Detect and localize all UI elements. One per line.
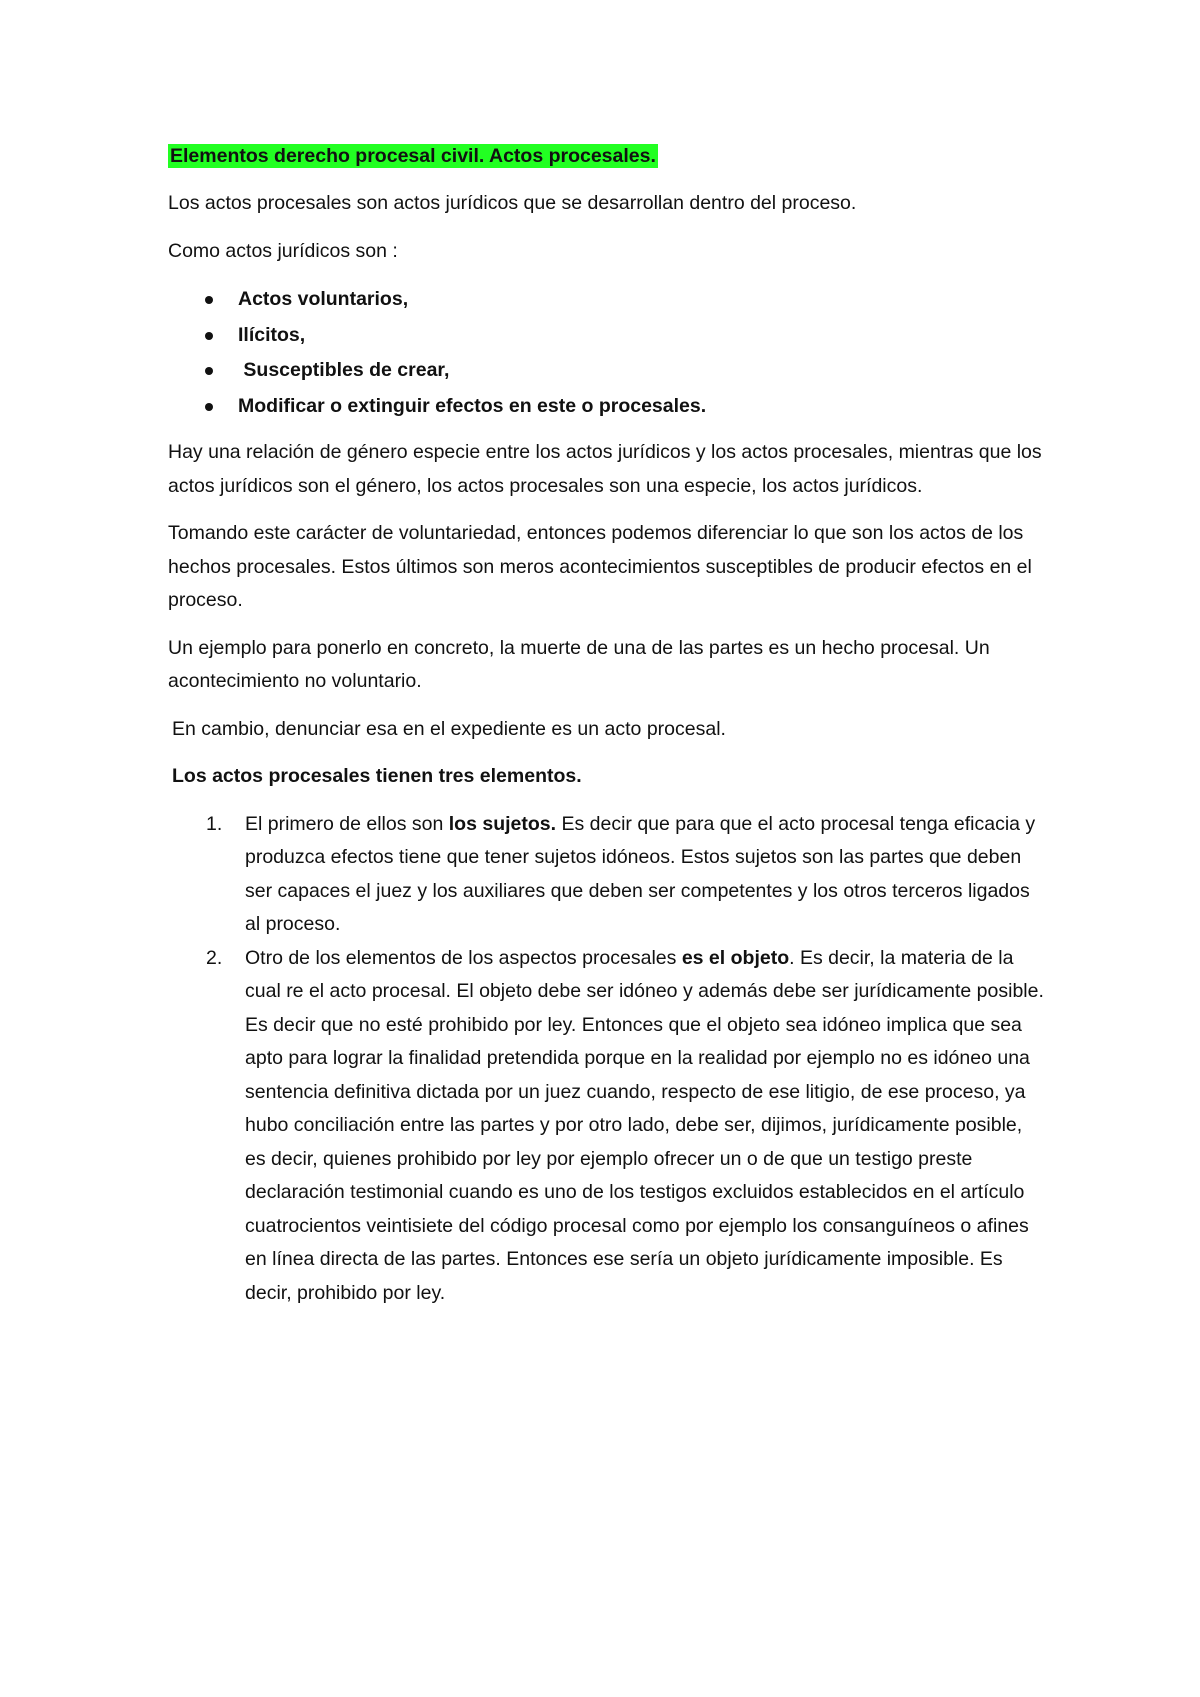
list-item [168, 318, 1048, 354]
list-item [168, 353, 1048, 389]
list-item-text-end: . Es decir, la materia de la cual re el acto procesal. El objeto debe ser idóneo y además debe ser jurídicamente posible. Es decir que no esté prohibido por ley. Entonces que el objeto sea idóneo implica que sea apto para lograr la finalidad pretendida porque en la realidad por ejemplo no es idóneo una sentencia definitiva dictada por un juez cuando, respecto de ese litigio, de ese proceso, ya hubo conciliación entre las partes y por otro lado, debe ser, dijimos, jurídicamente posible, es decir, quienes prohibido por ley por ejemplo ofrecer un o de que un testigo preste declaración testimonial cuando es uno de los testigos excluidos establecidos en el artículo cuatrocientos veintisiete del código procesal como por ejemplo los consanguíneos o afines en línea directa de las partes. Entonces ese sería un objeto jurídicamente imposible. Es decir, prohibido por ley. [245, 946, 1044, 1304]
list-item-text-start: El primero de ellos son [245, 812, 449, 835]
bullet-icon [205, 296, 213, 304]
list-item-text: Ilícitos, [238, 323, 306, 346]
contrast-paragraph: En cambio, denunciar esa en el expediente es un acto procesal. [172, 717, 726, 740]
list-item-text-start: Otro de los elementos de los aspectos procesales [245, 946, 682, 969]
list-item-text: Susceptibles de crear, [238, 359, 450, 381]
document-title [168, 140, 1048, 173]
example-paragraph: Un ejemplo para ponerlo en concreto, la muerte de una de las partes es un hecho procesal. Un acontecimiento no voluntario. [168, 636, 990, 692]
list-item [168, 942, 1048, 1311]
list-item-number: 2. [206, 946, 223, 969]
list-item [168, 808, 1048, 942]
list-item-bold-term: es el objeto [681, 946, 790, 969]
voluntariedad-paragraph: Tomando este carácter de voluntariedad, entonces podemos diferenciar lo que son los actos de los hechos procesales. Estos últimos son meros acontecimientos susceptibles de producir efectos en el proceso. [168, 522, 1032, 611]
characteristics-list [168, 282, 1048, 424]
intro-paragraph: Los actos procesales son actos jurídicos que se desarrollan dentro del proceso. [168, 192, 857, 214]
list-item-number: 1. [206, 812, 223, 835]
document-body [168, 140, 1048, 1310]
highlighted-title-text: Elementos derecho procesal civil. Actos procesales. [170, 145, 656, 167]
list-lead-paragraph: Como actos jurídicos son : [168, 239, 398, 262]
list-item [168, 389, 1048, 425]
list-item-text: Actos voluntarios, [238, 288, 409, 310]
list-item [168, 282, 1048, 318]
elements-list [168, 808, 1048, 1311]
elements-heading-text: Los actos procesales tienen tres elementos. [172, 765, 582, 787]
bullet-icon [205, 332, 213, 340]
relation-paragraph: Hay una relación de género especie entre los actos jurídicos y los actos procesales, mientras que los actos jurídicos son el género, los actos procesales son una especie, los actos jurídicos. [168, 441, 1042, 497]
elements-heading [168, 760, 1048, 794]
list-item-text-end: Es decir que para que el acto procesal tenga eficacia y produzca efectos tiene que tener sujetos idóneos. Estos sujetos son las partes que deben ser capaces el juez y los auxiliares que deben ser competentes y los otros terceros ligados al proceso. [245, 812, 1036, 935]
list-item-bold-term: los sujetos. [448, 812, 557, 835]
bullet-icon [205, 367, 213, 375]
list-item-text: Modificar o extinguir efectos en este o procesales. [238, 394, 707, 417]
bullet-icon [205, 403, 213, 411]
